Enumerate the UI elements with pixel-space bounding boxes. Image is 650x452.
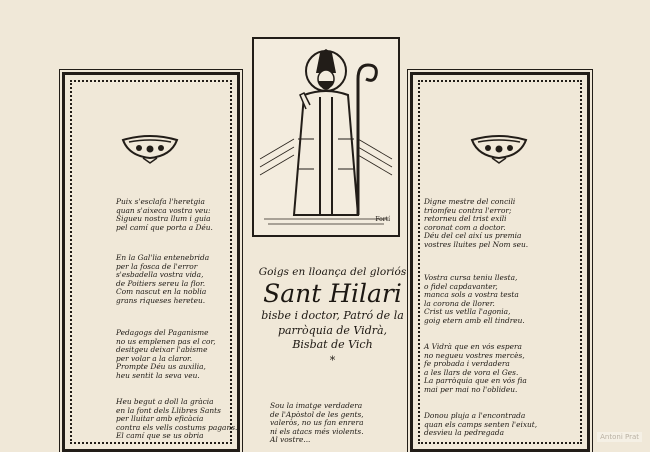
- title-subtitle-line-1: bisbe i doctor, Patró de la: [261, 309, 404, 322]
- right-stanza-1: Digne mestre del concili triomfeu contra l'error; retorneu del trist exili coronat com a doctor. Déu del cel així us premia vostres lluites pel Nom seu.: [424, 197, 529, 249]
- saint-figure-illustration: [254, 39, 398, 235]
- star-ornament: *: [329, 353, 336, 367]
- left-stanza-2: En la Gal'lia entenebrida per la fosca de l'error s'esbadella vostra vida, de Poitiers sereu la flor. Com nascut en la noblia grans riqueses hereteu.: [116, 253, 210, 305]
- center-stanza: Sou la imatge verdadera de l'Apòstol de les gents, valeròs, no us fan enrera ni els atacs més violents. Al vostre...: [270, 401, 364, 445]
- saint-hilari-woodcut: [252, 37, 400, 237]
- right-ornamental-frame: [410, 72, 590, 452]
- goigs-title-block: [245, 266, 420, 369]
- photo-watermark: Antoni Prat: [597, 432, 642, 442]
- saint-name-title: Sant Hilari: [263, 279, 402, 308]
- title-intro: Goigs en lloança del gloriós: [258, 266, 407, 278]
- left-stanza-1: Puix s'esclafa l'heretgia quan s'aixeca vostra veu: Sigueu nostra llum i guia pel camí que porta a Déu.: [116, 197, 213, 232]
- left-flower-basket-ornament: [119, 130, 181, 164]
- left-stanza-4: Heu begut a doll la gràcia en la font dels Llibres Sants per lluitar amb eficàcia contra els vells costums pagans. El camí que se us obria: [116, 397, 238, 441]
- right-flower-basket-ornament: [468, 130, 530, 164]
- left-stanza-3: Pedagogs del Paganisme no us emplenen pas el cor, desitgeu deixar l'abisme per volar a la claror. Prompte Déu us auxilia, heu sentit la seva veu.: [116, 328, 216, 380]
- right-stanza-4: Donou pluja a l'encontrada quan els camps senten l'eixut, desvieu la pedregada: [424, 411, 538, 438]
- title-subtitle-line-3: Bisbat de Vich: [292, 338, 373, 351]
- right-stanza-2: Vostra cursa teniu llesta, o fidel capdavanter, manca sols a vostra testa la corona de llorer. Crist us vetlla l'agonia, goig etern amb ell tindreu.: [424, 273, 525, 325]
- artist-signature: Fortí: [375, 216, 390, 223]
- right-stanza-3: A Vidrà que en vós espera no negueu vostres mercès, fe probada i verdadera a les llars de vora el Ges. La parròquia que en vós fia mai per mai no l'oblideu.: [424, 342, 527, 394]
- title-subtitle-line-2: parròquia de Vidrà,: [277, 323, 388, 337]
